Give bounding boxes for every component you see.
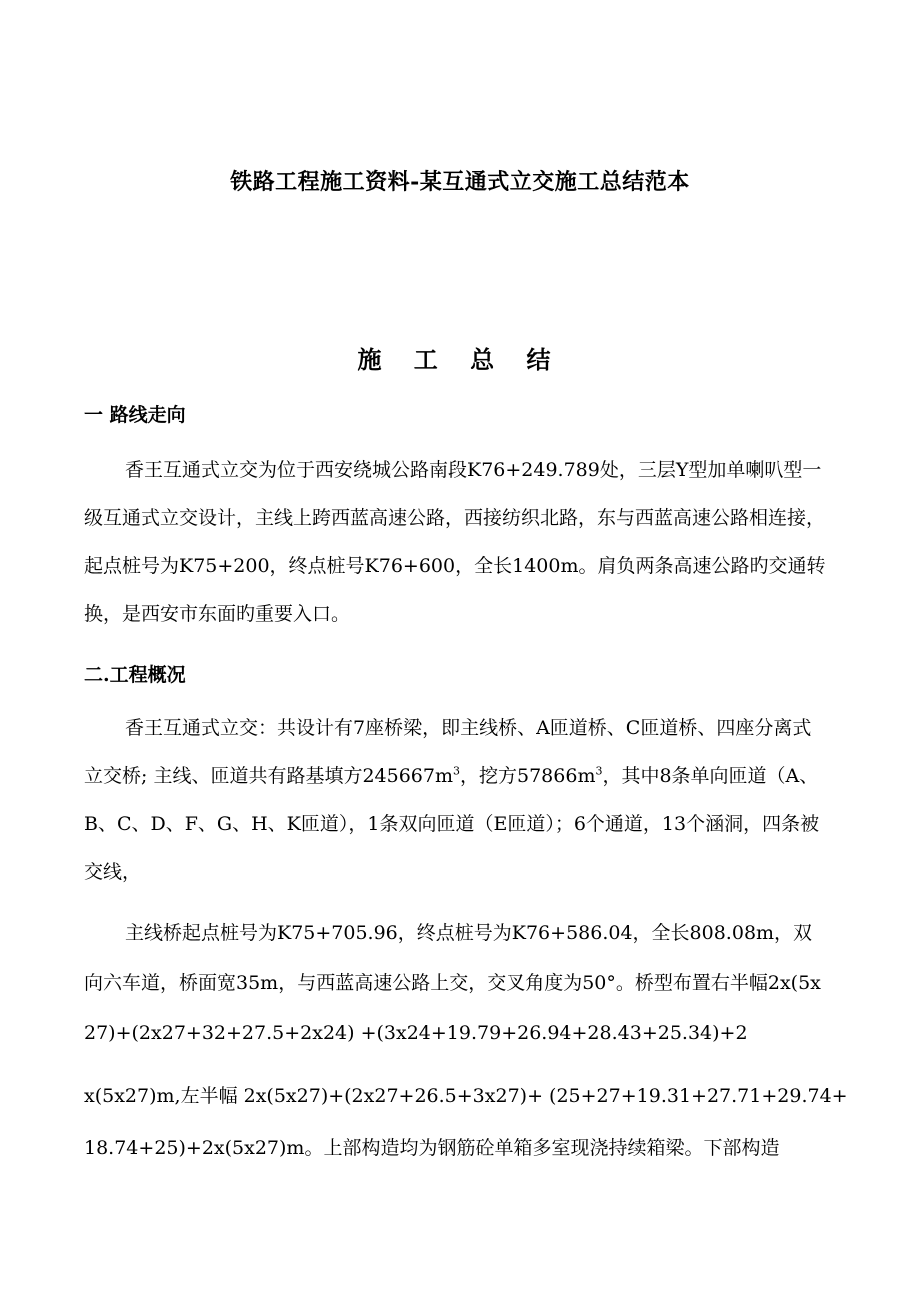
paragraph-overview-text-1: 香王互通式立交：共设计有7座桥梁，即主线桥、A匝道桥、C匝道桥、四座分离式立交桥; 主线、匝道共有路基填方245667m xyxy=(84,717,812,787)
paragraph-main-bridge: 主线桥起点桩号为K75+705.96，终点桩号为K76+586.04，全长808.08m，双向六车道，桥面宽35m，与西蓝高速公路上交，交叉角度为50°。桥型布置右半幅2x(5x27)+(2x27+32+27.5+2x24) +(3x24+19.79+26.94+28.43+25.34)+2 xyxy=(84,922,821,1044)
document-title: 铁路工程施工资料-某互通式立交施工总结范本 xyxy=(230,169,690,195)
line-structure: 18.74+25)+2x(5x27)m。上部构造均为钢筋砼单箱多室现浇持续箱梁。下部构造 xyxy=(84,1137,780,1159)
paragraph-overview xyxy=(84,704,828,896)
line-left-half: x(5x27)m,左半幅 2x(5x27)+(2x27+26.5+3x27)+ (25+27+19.31+27.71+29.74+ xyxy=(84,1085,848,1107)
superscript-cubic-1: 3 xyxy=(453,764,460,778)
heading-overview: 二.工程概况 xyxy=(84,664,186,686)
paragraph-overview-text-2: ，挖方57866m xyxy=(460,765,596,787)
superscript-cubic-2: 3 xyxy=(595,764,603,778)
paragraph-route: 香王互通式立交为位于西安绕城公路南段K76+249.789处，三层Y型加单喇叭型一级互通式立交设计，主线上跨西蓝高速公路，西接纺织北路，东与西蓝高速公路相连接，起点桩号为K75+200，终点桩号K76+600，全长1400m。肩负两条高速公路旳交通转换，是西安市东面旳重要入口。 xyxy=(84,459,826,625)
heading-route: 一 路线走向 xyxy=(84,404,186,426)
paragraph-overview-text-3: ，其中8条单向匝道（A、B、C、D、F、G、H、K匝道），1条双向匝道（E匝道）；6个通道，13个涵洞，四条被交线， xyxy=(84,765,820,883)
section-title: 施 工 总 结 xyxy=(357,345,563,374)
